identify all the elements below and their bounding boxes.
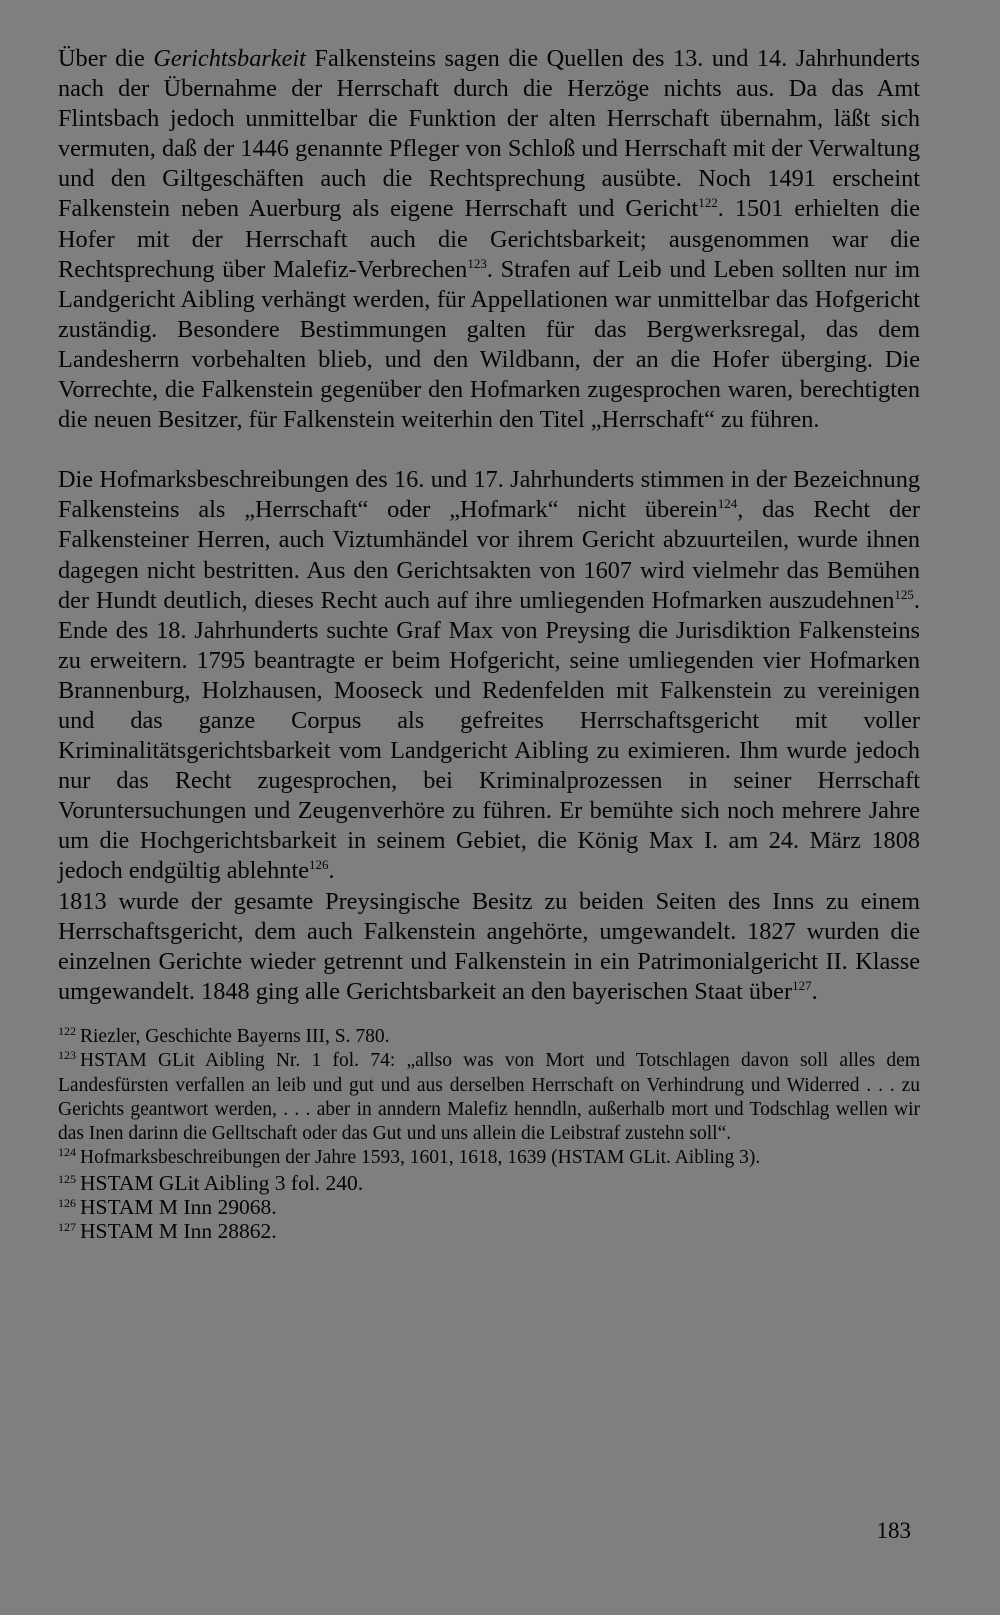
text-run: . Strafen auf Leib und Leben sollten nur im Landgericht Aibling verhängt werden, für Appellationen war unmittelbar das Hofgericht zuständig. Besondere Bestimmungen galten für das Bergwerksregal, das dem Landesherrn vorbehalten blieb, und den Wildbann, der an die Hofer überging. Die Vorrechte, die Falkenstein gegenüber den Hofmarken zugesprochen waren, berechtigten die neuen Besitzer, für Falkenstein weiterhin den Titel „Herrschaft“ zu führen.: [58, 255, 921, 434]
text-run: Über die: [58, 45, 154, 72]
footnote-number: 122: [58, 1023, 76, 1038]
paragraph-1813: [58, 887, 920, 1007]
footnote-text: HSTAM M Inn 29068.: [80, 1194, 277, 1219]
footnote: [58, 1049, 920, 1146]
footnote-text: Riezler, Geschichte Bayerns III, S. 780.: [80, 1025, 390, 1047]
footnote-number: 125: [58, 1171, 76, 1186]
paragraph-jurisdiction: [58, 44, 920, 435]
footnote-ref[interactable]: 125: [894, 586, 914, 602]
text-run: 1813 wurde der gesamte Preysingische Besitz zu beiden Seiten des Inns zu einem Herrschaftsgericht, dem auch Falkenstein angehörte, umgewandelt. 1827 wurden die einzelnen Gerichte wieder getrennt und Falkenstein in ein Patrimonialgericht II. Klasse umgewandelt. 1848 ging alle Gerichtsbarkeit an den bayerischen Staat über: [58, 887, 920, 1005]
text-run: . 1501 erhielten die Hofer mit der Herrschaft auch die Gerichtsbarkeit; ausgenommen war die Rechtsprechung über Malefiz-Verbrechen: [58, 195, 920, 283]
footnote: [58, 1146, 920, 1170]
footnote: [58, 1171, 920, 1195]
footnote: [58, 1219, 920, 1243]
footnote-number: 126: [58, 1195, 76, 1210]
footnote-text: Hofmarksbeschreibungen der Jahre 1593, 1601, 1618, 1639 (HSTAM GLit. Aibling 3).: [80, 1147, 761, 1169]
footnote-number: 127: [58, 1220, 76, 1235]
page-number: 183: [876, 1518, 911, 1543]
text-run: . Ende des 18. Jahrhunderts suchte Graf Max von Preysing die Jurisdiktion Falkensteins zu erweitern. 1795 beantragte er beim Hofgericht, seine umliegenden vier Hofmarken Brannenburg, Holzhausen, Mooseck und Redenfelden mit Falkenstein zu vereinigen und das ganze Corpus als gefreites Herrschaftsgericht mit voller Kriminalitätsgerichtsbarkeit vom Landgericht Aibling zu eximieren. Ihm wurde jedoch nur das Recht zugesprochen, bei Kriminalprozessen in seiner Herrschaft Voruntersuchungen und Zeugenverhöre zu führen. Er bemühte sich noch mehrere Jahre um die Hochgerichtsbarkeit in seinem Gebiet, die König Max I. am 24. März 1808 jedoch endgültig ablehnte: [58, 586, 920, 885]
footnotes: [58, 1025, 920, 1244]
footnote: [58, 1025, 920, 1049]
footnote-number: 124: [58, 1145, 76, 1160]
footnote-text: HSTAM GLit Aibling 3 fol. 240.: [80, 1170, 364, 1195]
text-run: Falkensteins sagen die Quellen des 13. und 14. Jahrhunderts nach der Übernahme der Herrschaft durch die Herzöge nichts aus. Da das Amt Flintsbach jedoch unmittelbar die Funktion der alten Herrschaft übernahm, läßt sich vermuten, daß der 1446 genannte Pfleger von Schloß und Herrschaft mit der Verwaltung und den Giltgeschäften auch die Rechtsprechung ausübte. Noch 1491 erscheint Falkenstein neben Auerburg als eigene Herrschaft und Gericht: [58, 45, 920, 223]
footnote: [58, 1195, 920, 1219]
footnote-ref[interactable]: 122: [698, 195, 718, 211]
paragraph-hofmark: [58, 465, 920, 886]
text-run: .: [328, 857, 335, 885]
footnote-number: 123: [58, 1048, 76, 1063]
footnote-text: HSTAM M Inn 28862.: [80, 1219, 277, 1244]
footnote-ref[interactable]: 124: [717, 496, 738, 512]
footnote-ref[interactable]: 126: [309, 857, 329, 873]
italic-term: Gerichtsbarkeit: [153, 45, 306, 72]
text-run: .: [811, 977, 818, 1005]
footnote-text: HSTAM GLit Aibling Nr. 1 fol. 74: „allso was von Mort und Totschlagen davon soll alles dem Landesfürsten verfallen an leib und gut und aus derselben Herrschaft on Verhindrung und Widerred . . . zu Gerichts geantwort werden, . . . aber in anndern Malefiz henndln, außerhalb mort und Todschlag wellen wir das Inen darinn die Gelltschaft oder das Gut und uns allein die Leibstraf zustehn soll“.: [58, 1050, 920, 1145]
text-run: Die Hofmarksbeschreibungen des 16. und 17. Jahrhunderts stimmen in der Bezeichnung Falkensteins als „Herrschaft“ oder „Hofmark“ nicht überein: [58, 466, 920, 524]
footnote-ref[interactable]: 123: [467, 255, 487, 271]
text-run: , das Recht der Falkensteiner Herren, auch Viztumhändel vor ihrem Gericht abzuurteilen, wurde ihnen dagegen nicht bestritten. Aus den Gerichtsakten von 1607 wird vielmehr das Bemühen der Hundt deutlich, dieses Recht auch auf ihre umliegenden Hofmarken auszudehnen: [58, 496, 920, 614]
page-body: [58, 44, 920, 1244]
footnote-ref[interactable]: 127: [792, 977, 812, 993]
